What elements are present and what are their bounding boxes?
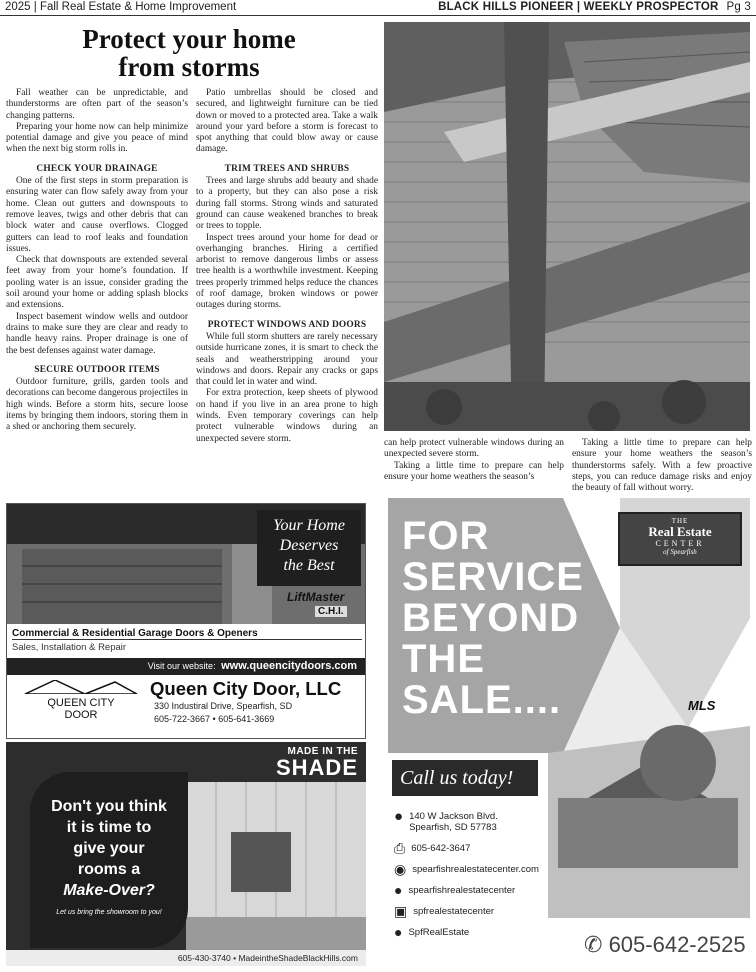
chi-logo: C.H.I.	[315, 606, 347, 617]
page-number: Pg 3	[726, 1, 751, 13]
fax-row: ⎙ 605-642-3647	[394, 840, 471, 856]
service-headline: FOR SERVICE BEYOND THE SALE....	[402, 514, 584, 722]
paragraph: Taking a little time to prepare can help ensure your home weathers the season’s	[384, 460, 564, 482]
liftmaster-logo: LiftMaster	[287, 590, 345, 604]
globe-icon: ◉	[394, 861, 407, 877]
phone-number[interactable]: ✆ 605-642-2525	[584, 932, 746, 957]
instagram-icon: ▣	[394, 903, 408, 919]
paragraph-continued: can help protect vulnerable windows during an unexpected severe storm.	[384, 438, 564, 460]
slogan-box: Your Home Deserves the Best	[257, 510, 361, 586]
queen-city-door-logo: QUEEN CITY DOOR	[15, 680, 147, 728]
paragraph: For extra protection, keep sheets of plywood on hand if you live in an area prone to high winds. Even temporary coverings can help protect vulnerable windows during an unexpected severe storm.	[196, 388, 378, 444]
article-column-3	[384, 438, 564, 483]
services-line: Commercial & Residential Garage Doors & Openers	[12, 628, 362, 640]
queen-city-door-ad[interactable]	[6, 503, 366, 739]
article-column-4	[572, 438, 752, 494]
website-row[interactable]: ◉ spearfishrealestatecenter.com	[394, 861, 539, 877]
phone-icon: ✆	[584, 932, 603, 957]
paragraph: Patio umbrellas should be closed and secured, and lightweight furniture can be tied down or moved to a protected area. Take a walk around your yard before a storm is forecast to spot anything that could blow away or cause damage.	[196, 88, 378, 155]
storm-damage-photo	[384, 22, 750, 431]
website-bar[interactable]: Visit our website: www.queencitydoors.com	[7, 658, 366, 675]
paragraph: Check that downspouts are extended several feet away from your home’s foundation. If pooling water is an issue, consider grading the soil around your home or adding splash blocks and extensions.	[6, 255, 188, 311]
website-link[interactable]: www.queencitydoors.com	[221, 660, 357, 672]
paragraph: Trees and large shrubs add beauty and shade to a property, but they can also pose a risk during fall storms. Strong winds and saturated ground can cause weakened branches to break or trees to topple.	[196, 176, 378, 232]
services-sub: Sales, Installation & Repair	[12, 642, 127, 653]
paragraph: Outdoor furniture, grills, garden tools and decorations can become dangerous projectiles in high winds. Before a storm hits, secure loose items by bringing them indoors, storing them in a shed or anchoring them securely.	[6, 377, 188, 433]
contact-list	[394, 808, 574, 940]
paragraph: Taking a little time to prepare can help ensure your home weathers the season’s thunderstorms safely. With a few proactive steps, you can reduce damage risks and enjoy the beauty of fall without worry.	[572, 438, 752, 494]
made-in-the-shade-ad[interactable]	[6, 742, 366, 966]
paragraph: Inspect trees around your home for dead or overhanging branches. Hiring a certified arborist to remove dangerous limbs or assess tree health is a worthwhile investment. Keeping trees properly trimmed helps reduce the chances of roof damage, broken windows or power outages during storms.	[196, 232, 378, 311]
mls-logo: MLS	[688, 698, 716, 713]
twitter-row[interactable]: ● SpfRealEstate	[394, 924, 470, 940]
instagram-row[interactable]: ▣ spfrealestatecenter	[394, 903, 495, 919]
article-column-2	[196, 88, 378, 445]
business-phones: 605-722-3667 • 605-641-3669	[154, 714, 275, 724]
page-header	[0, 0, 756, 16]
call-us-banner: Call us today!	[392, 760, 538, 796]
fax-icon: ⎙	[394, 840, 406, 856]
shade-logo: MADE IN THE SHADE	[275, 746, 358, 780]
article-column-1	[6, 88, 188, 434]
business-address: 330 Industiral Drive, Spearfish, SD	[154, 701, 293, 711]
subheading: PROTECT WINDOWS AND DOORS	[207, 319, 367, 330]
paragraph: Fall weather can be unpredictable, and thunderstorms are often part of the season’s changing patterns.	[6, 88, 188, 121]
article-title: Protect your home from storms	[82, 24, 296, 82]
section-title: 2025 | Fall Real Estate & Home Improvement	[5, 1, 237, 13]
subheading: SECURE OUTDOOR ITEMS	[34, 364, 160, 375]
publication-title: BLACK HILLS PIONEER | WEEKLY PROSPECTOR Pg 3	[438, 1, 751, 13]
real-estate-center-ad[interactable]	[388, 498, 750, 966]
location-pin-icon: ●	[394, 808, 404, 825]
shade-contact[interactable]: 605-430-3740 • MadeintheShadeBlackHills.com	[6, 950, 366, 966]
subheading: CHECK YOUR DRAINAGE	[36, 163, 158, 174]
paragraph: Inspect basement window wells and outdoor drains to make sure they are clear and ready to handle heavy rains. Proper drainage is one of the best defenses against water damage.	[6, 311, 188, 356]
paragraph: One of the first steps in storm preparation is ensuring water can flow safely away from your home. Clean out gutters and downspouts to remove leaves, twigs and other debris that can block water and cause overflows. Clogged gutters can lead to roof leaks and foundation issues.	[6, 176, 188, 254]
makeover-callout: Don't you think it is time to give your rooms a Make-Over? Let us bring the showroom to you!	[30, 772, 188, 948]
paragraph: Preparing your home now can help minimize potential damage and give you peace of mind when the next big storm rolls in.	[6, 121, 188, 155]
real-estate-center-logo: THE Real Estate CENTER of Spearfish	[618, 512, 742, 566]
facebook-row[interactable]: ● spearfishrealestatecenter	[394, 882, 516, 898]
address-row: ● 140 W Jackson Blvd. Spearfish, SD 57783	[394, 808, 498, 833]
facebook-icon: ●	[394, 882, 403, 898]
paragraph: While full storm shutters are rarely necessary outside hurricane zones, it is smart to check the seals and weatherstripping around your windows and doors. Repair any cracks or gaps that could let in water and wind.	[196, 331, 378, 388]
twitter-icon: ●	[394, 924, 403, 940]
business-name: Queen City Door, LLC	[150, 678, 342, 699]
subheading: TRIM TREES AND SHRUBS	[224, 163, 350, 174]
